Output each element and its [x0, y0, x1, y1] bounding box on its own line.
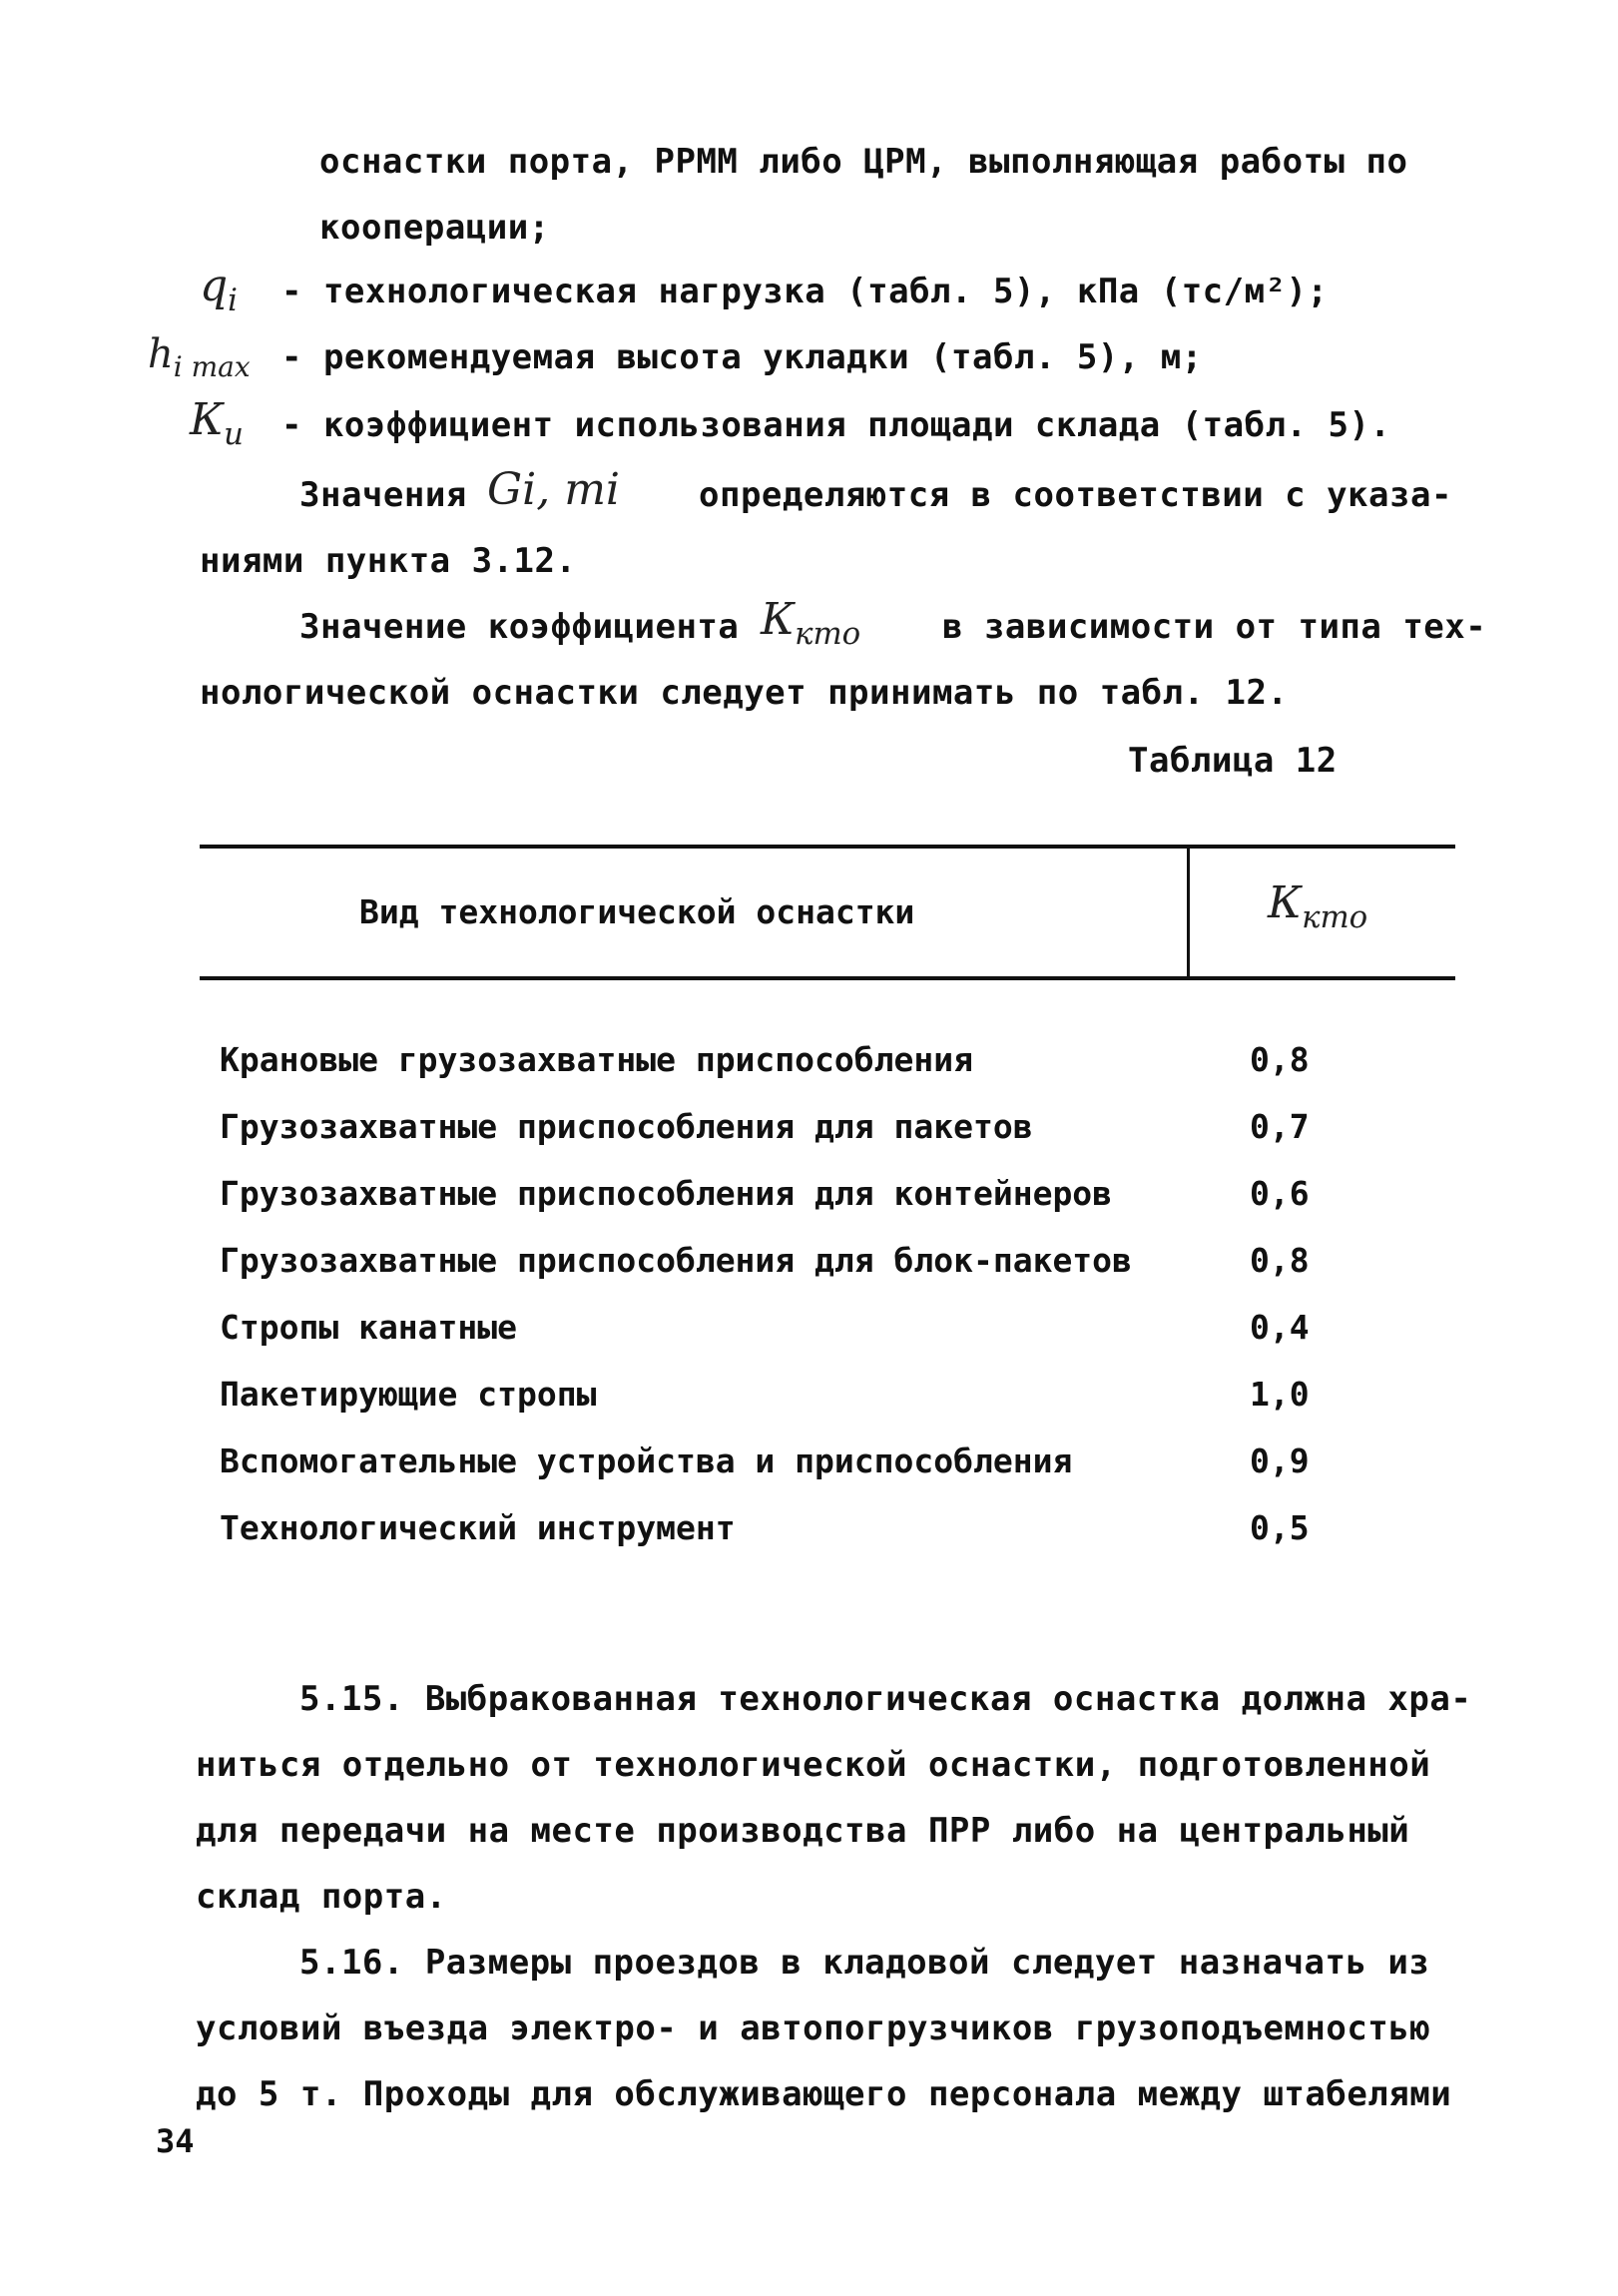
text-line: Значения: [299, 475, 467, 515]
table-row-value: 0,5: [1250, 1508, 1310, 1547]
table-row-label: Стропы канатные: [220, 1308, 518, 1347]
text-line: ниями пункта 3.12.: [200, 541, 577, 581]
symbol-q-i: $q_i$: [200, 261, 239, 318]
page-number: 34: [156, 2122, 195, 2160]
text-line: для передачи на месте производства ПРР либо на центральный: [196, 1811, 1410, 1851]
text-line: ниться отдельно от технологической оснастки, подготовленной: [196, 1745, 1431, 1785]
text-line: кооперации;: [319, 208, 550, 248]
symbol-h-imax: $h_{i max}$: [148, 331, 251, 383]
definition-text: - рекомендуемая высота укладки (табл. 5), м;: [281, 337, 1203, 377]
symbol-k-kto: $К_{кто}$: [761, 594, 861, 652]
table-row-value: 0,8: [1250, 1241, 1310, 1280]
symbols-g-m: Gi, mi: [487, 464, 620, 515]
table-row-label: Пакетирующие стропы: [220, 1375, 597, 1414]
text-line: условий въезда электро- и автопогрузчиков грузоподъемностью: [196, 2009, 1431, 2048]
table-row-value: 0,4: [1250, 1308, 1310, 1347]
definition-text: - коэффициент использования площади склада (табл. 5).: [281, 405, 1391, 445]
table-row-value: 0,9: [1250, 1441, 1310, 1480]
table-row-label: Крановые грузозахватные приспособления: [220, 1040, 973, 1079]
table-row-value: 0,6: [1250, 1174, 1310, 1213]
text-line: в зависимости от типа тех-: [942, 607, 1487, 647]
table-top-rule: [200, 845, 1455, 849]
text-line: склад порта.: [196, 1877, 447, 1917]
table-header-rule: [200, 976, 1455, 980]
table-row-value: 0,8: [1250, 1040, 1310, 1079]
text-line: 5.15. Выбракованная технологическая оснастка должна хра-: [299, 1679, 1472, 1719]
text-line: оснастки порта, РРММ либо ЦРМ, выполняющая работы по: [319, 142, 1408, 182]
table-header-kind: Вид технологической оснастки: [359, 892, 915, 931]
text-line: 5.16. Размеры проездов в кладовой следует назначать из: [299, 1943, 1430, 1983]
table-caption: Таблица 12: [1128, 741, 1338, 781]
table-row-label: Вспомогательные устройства и приспособления: [220, 1441, 1073, 1480]
table-row-label: Грузозахватные приспособления для пакетов: [220, 1107, 1033, 1146]
text-line: до 5 т. Проходы для обслуживающего персонала между штабелями: [196, 2074, 1452, 2114]
text-line: Значение коэффициента: [299, 607, 740, 647]
table-row-value: 0,7: [1250, 1107, 1310, 1146]
table-row-value: 1,0: [1250, 1375, 1310, 1414]
table-row-label: Грузозахватные приспособления для контейнеров: [220, 1174, 1113, 1213]
table-header-kkto: $К_{кто}$: [1268, 877, 1368, 935]
text-line: определяются в соответствии с указа-: [699, 475, 1452, 515]
text-line: нологической оснастки следует принимать по табл. 12.: [200, 673, 1289, 713]
table-header-divider: [1187, 845, 1190, 978]
definition-text: - технологическая нагрузка (табл. 5), кПа (тс/м²);: [281, 272, 1329, 311]
table-row-label: Грузозахватные приспособления для блок-пакетов: [220, 1241, 1132, 1280]
table-row-label: Технологический инструмент: [220, 1508, 736, 1547]
symbol-k-u: $К_и$: [190, 394, 244, 452]
